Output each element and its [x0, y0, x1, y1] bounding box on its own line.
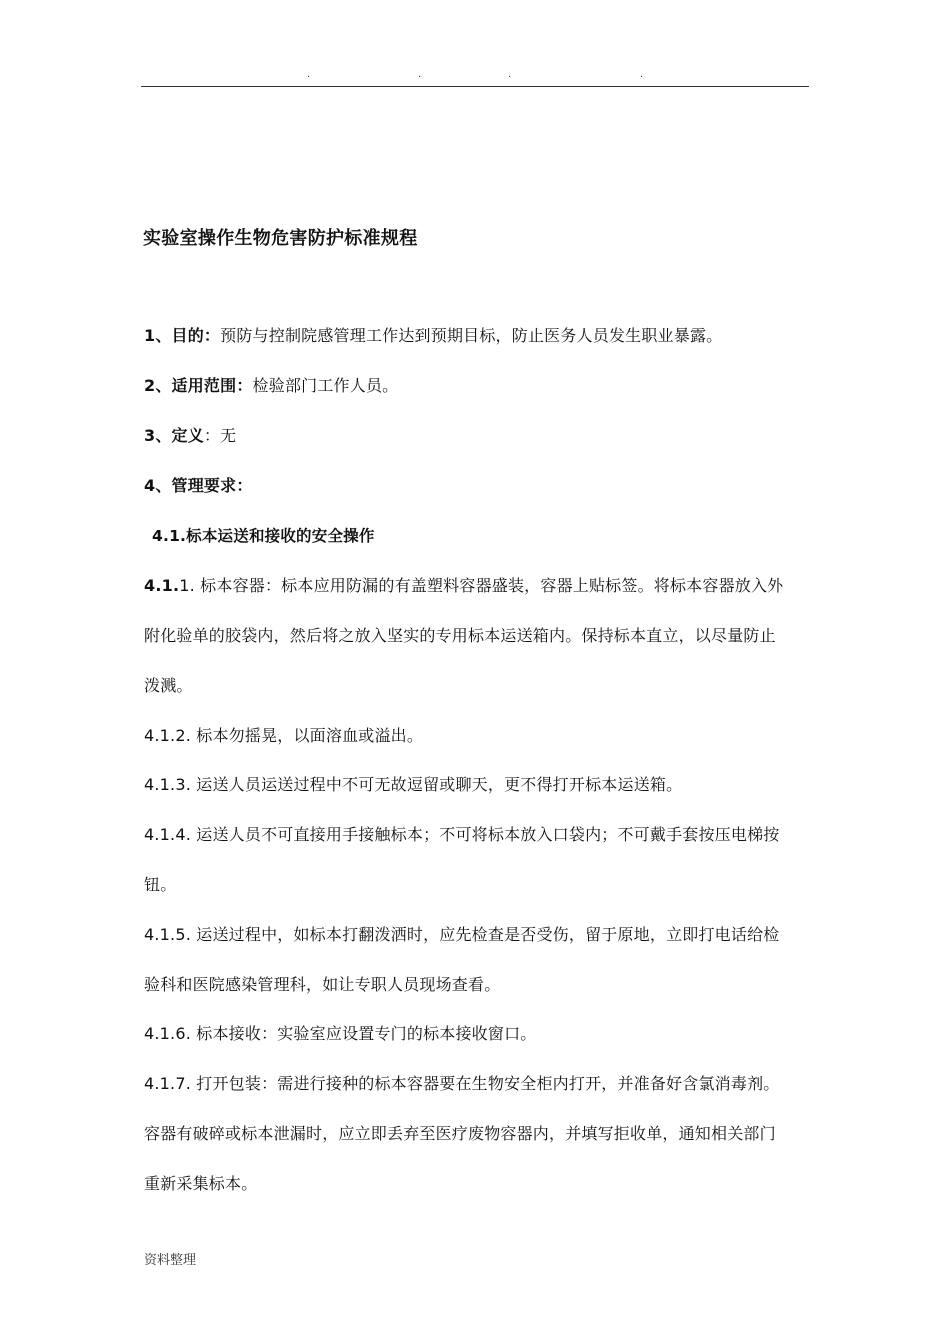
item-4-1-4: 4.1.4. 运送人员不可直接用手接触标本；不可将标本放入口袋内；不可戴手套按压电梯按	[144, 825, 780, 844]
item-4-1-1-line3: 泼溅。	[144, 676, 193, 695]
header-dot: .	[508, 69, 512, 80]
item-4-1-5: 4.1.5. 运送过程中，如标本打翻泼洒时，应先检查是否受伤，留于原地，立即打电话给检	[144, 925, 780, 944]
item-4-1-1	[144, 576, 783, 596]
header-dot: .	[418, 69, 422, 80]
document-title: 实验室操作生物危害防护标准规程	[143, 228, 418, 249]
item-4-1-1-line2: 附化验单的胶袋内，然后将之放入坚实的专用标本运送箱内。保持标本直立，以尽量防止	[144, 626, 776, 645]
header-dots	[0, 70, 950, 84]
item-4-1-5-line2: 验科和医院感染管理科，如让专职人员现场查看。	[144, 975, 501, 994]
section-purpose	[144, 326, 722, 346]
item-4-1-7: 4.1.7. 打开包装：需进行接种的标本容器要在生物安全柜内打开，并准备好含氯消毒剂。	[144, 1074, 780, 1093]
header-rule	[141, 86, 809, 87]
section-label: 1、目的：	[144, 326, 221, 345]
item-4-1-2: 4.1.2. 标本勿摇晃，以面溶血或溢出。	[144, 726, 424, 745]
section-label: 2、适用范围：	[144, 376, 253, 395]
item-4-1-3: 4.1.3. 运送人员运送过程中不可无故逗留或聊天，更不得打开标本运送箱。	[144, 775, 683, 794]
item-4-1-7-line2: 容器有破碎或标本泄漏时，应立即丢弃至医疗废物容器内，并填写拒收单，通知相关部门	[144, 1124, 776, 1143]
section-text: 预防与控制院感管理工作达到预期目标，防止医务人员发生职业暴露。	[220, 326, 723, 345]
subsection-heading: 4.1.标本运送和接收的安全操作	[152, 527, 375, 545]
section-label: 3、定义	[144, 426, 204, 445]
section-text: ：无	[203, 426, 237, 445]
item-number: 4.1.	[144, 576, 180, 595]
item-4-1-4-line2: 钮。	[144, 875, 177, 894]
header-dot: .	[307, 69, 311, 80]
header-dot: .	[640, 69, 644, 80]
page-footer: 资料整理	[144, 1253, 197, 1268]
section-scope	[144, 376, 398, 396]
section-requirements: 4、管理要求：	[144, 476, 253, 495]
item-text: 1. 标本容器：标本应用防漏的有盖塑料容器盛装，容器上贴标签。将标本容器放入外	[179, 576, 784, 595]
item-4-1-7-line3: 重新采集标本。	[144, 1174, 258, 1193]
section-text: 检验部门工作人员。	[252, 376, 399, 395]
section-definition	[144, 426, 236, 446]
item-4-1-6: 4.1.6. 标本接收：实验室应设置专门的标本接收窗口。	[144, 1024, 537, 1043]
